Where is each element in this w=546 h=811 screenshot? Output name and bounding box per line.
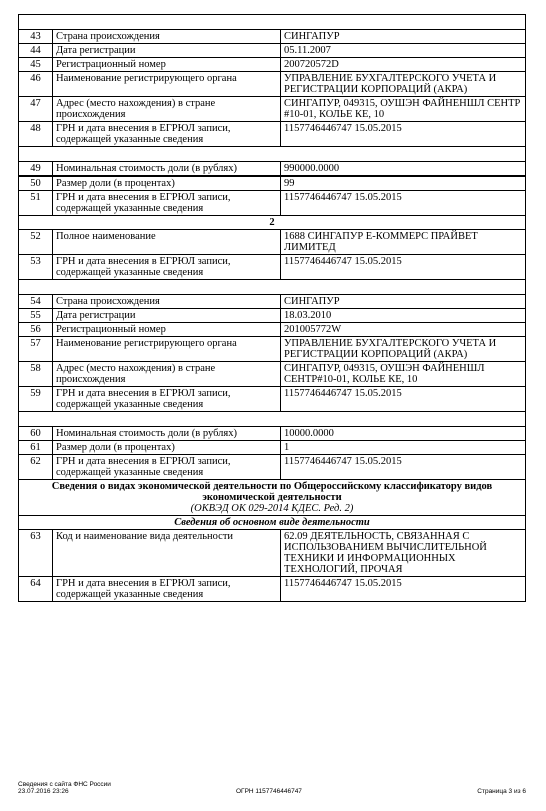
row-number: 64 xyxy=(19,577,53,602)
blank-row xyxy=(19,280,526,295)
table-row xyxy=(19,337,526,362)
field-label: Наименование регистрирующего органа xyxy=(53,337,281,362)
blank-row xyxy=(19,15,526,30)
blank-cell xyxy=(19,15,526,30)
table-row xyxy=(19,295,526,309)
table-row xyxy=(19,427,526,441)
row-number: 62 xyxy=(19,455,53,480)
field-value: УПРАВЛЕНИЕ БУХГАЛТЕРСКОГО УЧЕТА И РЕГИСТРАЦИИ КОРПОРАЦИЙ (АКРА) xyxy=(281,72,526,97)
main-activity-heading-row xyxy=(19,516,526,530)
table-row xyxy=(19,255,526,280)
row-number: 52 xyxy=(19,230,53,255)
table-row xyxy=(19,441,526,455)
footer-source-text: Сведения с сайта ФНС России xyxy=(18,781,111,788)
footer-page-number: Страница 3 из 6 xyxy=(477,788,526,795)
footer-ogrn: ОГРН 1157746446747 xyxy=(236,788,302,795)
blank-row xyxy=(19,412,526,427)
table-row xyxy=(19,309,526,323)
field-value: 200720572D xyxy=(281,58,526,72)
field-value: 10000.0000 xyxy=(281,427,526,441)
field-label: Дата регистрации xyxy=(53,44,281,58)
egrul-table xyxy=(18,14,526,602)
field-value: УПРАВЛЕНИЕ БУХГАЛТЕРСКОГО УЧЕТА И РЕГИСТРАЦИИ КОРПОРАЦИЙ (АКРА) xyxy=(281,337,526,362)
field-value: 1157746446747 15.05.2015 xyxy=(281,255,526,280)
field-value: 18.03.2010 xyxy=(281,309,526,323)
field-label: Регистрационный номер xyxy=(53,58,281,72)
table-row xyxy=(19,97,526,122)
field-value: 62.09 ДЕЯТЕЛЬНОСТЬ, СВЯЗАННАЯ С ИСПОЛЬЗОВАНИЕМ ВЫЧИСЛИТЕЛЬНОЙ ТЕХНИКИ И ИНФОРМАЦИОННЫХ ТЕХНОЛОГИЙ, ПРОЧАЯ xyxy=(281,530,526,577)
okved-heading-subtitle: (ОКВЭД ОК 029-2014 КДЕС. Ред. 2) xyxy=(190,503,354,514)
field-value: СИНГАПУР xyxy=(281,30,526,44)
row-number: 50 xyxy=(19,176,53,191)
blank-row xyxy=(19,147,526,162)
field-label: Код и наименование вида деятельности xyxy=(53,530,281,577)
field-value: 1157746446747 15.05.2015 xyxy=(281,122,526,147)
row-number: 63 xyxy=(19,530,53,577)
table-row xyxy=(19,530,526,577)
table-row xyxy=(19,191,526,216)
field-value: 05.11.2007 xyxy=(281,44,526,58)
table-row xyxy=(19,230,526,255)
field-value: СИНГАПУР, 049315, ОУШЭН ФАЙНЕНШЛ СЕНТР #10-01, КОЛЬЕ КЕ, 10 xyxy=(281,97,526,122)
field-label: ГРН и дата внесения в ЕГРЮЛ записи, содержащей указанные сведения xyxy=(53,122,281,147)
field-label: Номинальная стоимость доли (в рублях) xyxy=(53,162,281,177)
row-number: 58 xyxy=(19,362,53,387)
field-label: Страна происхождения xyxy=(53,30,281,44)
field-value: 1688 СИНГАПУР Е-КОММЕРС ПРАЙВЕТ ЛИМИТЕД xyxy=(281,230,526,255)
row-number: 43 xyxy=(19,30,53,44)
field-value: СИНГАПУР, 049315, ОУШЭН ФАЙНЕНШЛ СЕНТР#10-01, КОЛЬЕ КЕ, 10 xyxy=(281,362,526,387)
section-number: 2 xyxy=(19,216,526,230)
field-label: ГРН и дата внесения в ЕГРЮЛ записи, содержащей указанные сведения xyxy=(53,455,281,480)
field-label: Страна происхождения xyxy=(53,295,281,309)
row-number: 56 xyxy=(19,323,53,337)
row-number: 53 xyxy=(19,255,53,280)
row-number: 44 xyxy=(19,44,53,58)
row-number: 51 xyxy=(19,191,53,216)
egrul-extract-sheet xyxy=(18,14,526,602)
field-value: 201005772W xyxy=(281,323,526,337)
field-label: Размер доли (в процентах) xyxy=(53,441,281,455)
field-label: ГРН и дата внесения в ЕГРЮЛ записи, содержащей указанные сведения xyxy=(53,387,281,412)
field-value: 1157746446747 15.05.2015 xyxy=(281,577,526,602)
field-value: 1157746446747 15.05.2015 xyxy=(281,191,526,216)
field-label: Регистрационный номер xyxy=(53,323,281,337)
field-label: ГРН и дата внесения в ЕГРЮЛ записи, содержащей указанные сведения xyxy=(53,191,281,216)
blank-cell xyxy=(19,147,526,162)
okved-heading-title: Сведения о видах экономической деятельности по Общероссийскому классификатору видов экономической деятельности xyxy=(51,481,493,503)
field-label: ГРН и дата внесения в ЕГРЮЛ записи, содержащей указанные сведения xyxy=(53,255,281,280)
field-label: Номинальная стоимость доли (в рублях) xyxy=(53,427,281,441)
table-row xyxy=(19,122,526,147)
row-number: 46 xyxy=(19,72,53,97)
field-label: Адрес (место нахождения) в стране происхождения xyxy=(53,97,281,122)
row-number: 49 xyxy=(19,162,53,177)
row-number: 47 xyxy=(19,97,53,122)
table-row xyxy=(19,362,526,387)
row-number: 54 xyxy=(19,295,53,309)
row-number: 55 xyxy=(19,309,53,323)
field-label: ГРН и дата внесения в ЕГРЮЛ записи, содержащей указанные сведения xyxy=(53,577,281,602)
section-number-row xyxy=(19,216,526,230)
blank-cell xyxy=(19,280,526,295)
field-value: 99 xyxy=(281,176,526,191)
blank-cell xyxy=(19,412,526,427)
field-label: Размер доли (в процентах) xyxy=(53,176,281,191)
main-activity-heading: Сведения об основном виде деятельности xyxy=(19,516,526,530)
footer-source xyxy=(18,781,111,795)
table-row xyxy=(19,176,526,191)
footer-datetime: 23.07.2016 23:26 xyxy=(18,788,69,795)
okved-heading-row xyxy=(19,480,526,516)
field-value: 990000.0000 xyxy=(281,162,526,177)
field-value: 1 xyxy=(281,441,526,455)
field-label: Полное наименование xyxy=(53,230,281,255)
table-row xyxy=(19,577,526,602)
field-value: 1157746446747 15.05.2015 xyxy=(281,387,526,412)
field-value: СИНГАПУР xyxy=(281,295,526,309)
table-row xyxy=(19,162,526,177)
field-label: Наименование регистрирующего органа xyxy=(53,72,281,97)
table-row xyxy=(19,387,526,412)
okved-heading xyxy=(19,480,526,516)
row-number: 59 xyxy=(19,387,53,412)
table-row xyxy=(19,455,526,480)
row-number: 61 xyxy=(19,441,53,455)
table-row xyxy=(19,58,526,72)
table-row xyxy=(19,30,526,44)
row-number: 48 xyxy=(19,122,53,147)
row-number: 60 xyxy=(19,427,53,441)
table-row xyxy=(19,44,526,58)
table-row xyxy=(19,323,526,337)
table-row xyxy=(19,72,526,97)
field-value: 1157746446747 15.05.2015 xyxy=(281,455,526,480)
row-number: 45 xyxy=(19,58,53,72)
field-label: Адрес (место нахождения) в стране происхождения xyxy=(53,362,281,387)
row-number: 57 xyxy=(19,337,53,362)
field-label: Дата регистрации xyxy=(53,309,281,323)
